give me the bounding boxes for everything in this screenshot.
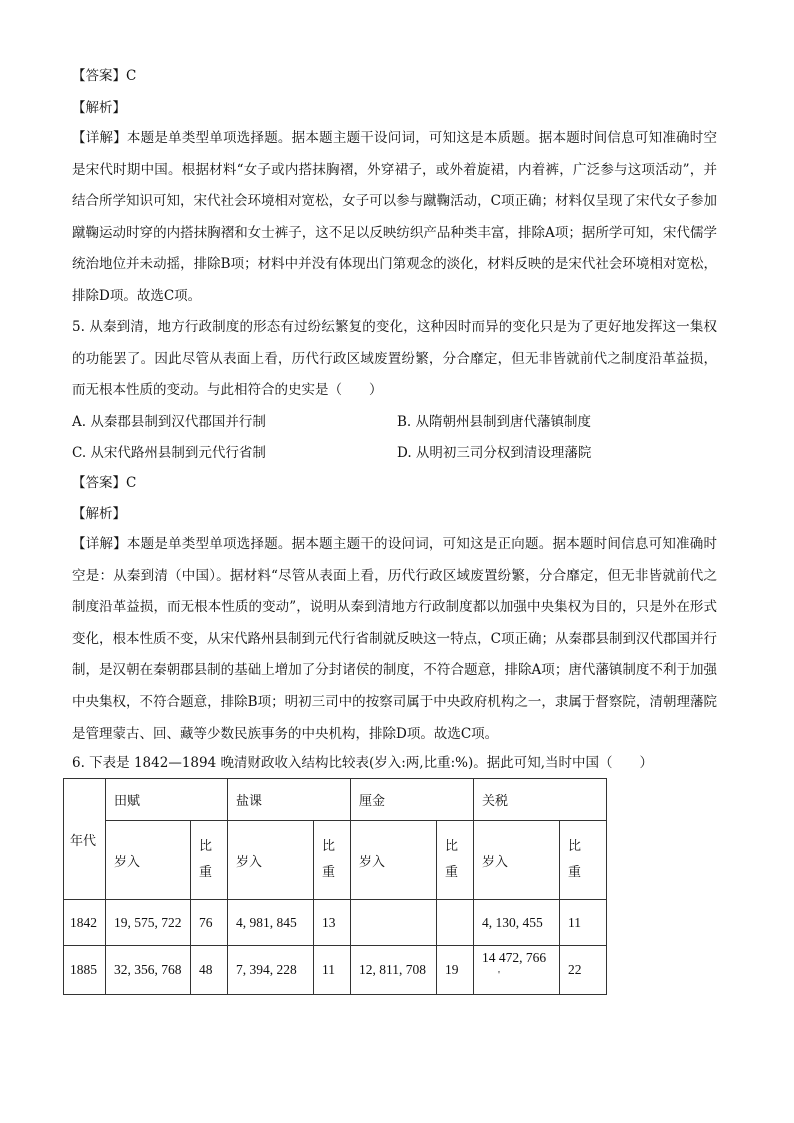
table-row — [64, 946, 607, 995]
land-tax-share-cell: 76 — [191, 900, 228, 946]
salt-tax-share-cell: 13 — [314, 900, 351, 946]
sub-header-income: 岁入 — [474, 821, 560, 900]
q4-answer: 【答案】C — [72, 68, 137, 84]
group-header-salt-tax: 盐课 — [228, 779, 351, 821]
sub-header-income: 岁入 — [228, 821, 314, 900]
finance-table — [63, 778, 607, 995]
q5-option-b: B. 从隋朝州县制到唐代藩镇制度 — [397, 414, 592, 430]
q6-stem: 6. 下表是 1842—1894 晚清财政收入结构比较表(岁入:两,比重:%)。据此可知,当时中国（ ） — [72, 755, 654, 771]
customs-income-value: 14 472, 766 — [482, 949, 547, 965]
land-tax-income-cell: 19, 575, 722 — [106, 900, 191, 946]
table-row — [64, 900, 607, 946]
q5-option-a: A. 从秦郡县制到汉代郡国并行制 — [72, 414, 266, 430]
year-cell: 1842 — [64, 900, 106, 946]
group-header-lijin: 厘金 — [351, 779, 474, 821]
group-header-customs: 关税 — [474, 779, 607, 821]
customs-income-cell — [474, 946, 560, 995]
q5-option-c: C. 从宋代路州县制到元代行省制 — [72, 445, 266, 461]
sub-header-share: 比 重 — [437, 821, 474, 900]
sub-header-share: 比 重 — [314, 821, 351, 900]
land-tax-share-cell: 48 — [191, 946, 228, 995]
group-header-land-tax: 田赋 — [106, 779, 228, 821]
q5-analysis-label: 【解析】 — [72, 506, 126, 522]
salt-tax-share-cell: 11 — [314, 946, 351, 995]
era-header: 年代 — [64, 779, 106, 900]
table-subheader-row — [64, 821, 607, 900]
customs-share-cell: 11 — [560, 900, 607, 946]
q5-stem: 5. 从秦到清，地方行政制度的形态有过纷纭繁复的变化，这种因时而异的变化只是为了更好地发挥这一集权的功能罢了。因此尽管从表面上看，历代行政区域废置纷繁，分合靡定，但无非皆就前代之制度沿革益损，而无根本性质的变动。与此相符合的史实是（ ） — [72, 319, 717, 399]
sub-header-share: 比 重 — [560, 821, 607, 900]
q4-analysis-label: 【解析】 — [72, 100, 126, 116]
table-header-row — [64, 779, 607, 821]
lijin-income-cell: 12, 811, 708 — [351, 946, 437, 995]
year-cell: 1885 — [64, 946, 106, 995]
land-tax-income-cell: 32, 356, 768 — [106, 946, 191, 995]
q5-answer: 【答案】C — [72, 475, 137, 491]
customs-share-cell: 22 — [560, 946, 607, 995]
lijin-share-cell: 19 — [437, 946, 474, 995]
salt-tax-income-cell: 4, 981, 845 — [228, 900, 314, 946]
customs-income-cell: 4, 130, 455 — [474, 900, 560, 946]
sub-header-income: 岁入 — [106, 821, 191, 900]
lijin-income-cell — [351, 900, 437, 946]
stray-mark: ' — [498, 968, 500, 981]
sub-header-income: 岁入 — [351, 821, 437, 900]
q5-option-d: D. 从明初三司分权到清设理藩院 — [397, 445, 592, 461]
q5-detail: 【详解】本题是单类型单项选择题。据本题主题干的设问词，可知这是正向题。据本题时间信息可知准确时空是：从秦到清（中国）。据材料“尽管从表面上看，历代行政区域废置纷繁，分合靡定，但无非皆就前代之制度沿革益损，而无根本性质的变动”，说明从秦到清地方行政制度都以加强中央集权为目的，只是外在形式变化，根本性质不变，从宋代路州县制到元代行省制就反映这一特点，C项正确；从秦郡县制到汉代郡国并行制，是汉朝在秦朝郡县制的基础上增加了分封诸侯的制度，不符合题意，排除A项；唐代藩镇制度不利于加强中央集权，不符合题意，排除B项；明初三司中的按察司属于中央政府机构之一，隶属于督察院，清朝理藩院是管理蒙古、回、藏等少数民族事务的中央机构，排除D项。故选C项。 — [72, 536, 717, 742]
q4-detail: 【详解】本题是单类型单项选择题。据本题主题干设问词，可知这是本质题。据本题时间信息可知准确时空是宋代时期中国。根据材料“女子或内搭抹胸褶，外穿裙子，或外着旋裙，内着裤，广泛参与这项活动”，并结合所学知识可知，宋代社会环境相对宽松，女子可以参与蹴鞠活动，C项正确；材料仅呈现了宋代女子参加蹴鞠运动时穿的内搭抹胸褶和女士裤子，这不足以反映纺织产品种类丰富，排除A项；据所学可知，宋代儒学统治地位并未动摇，排除B项；材料中并没有体现出门第观念的淡化，材料反映的是宋代社会环境相对宽松，排除D项。故选C项。 — [72, 130, 717, 304]
lijin-share-cell — [437, 900, 474, 946]
salt-tax-income-cell: 7, 394, 228 — [228, 946, 314, 995]
sub-header-share: 比 重 — [191, 821, 228, 900]
